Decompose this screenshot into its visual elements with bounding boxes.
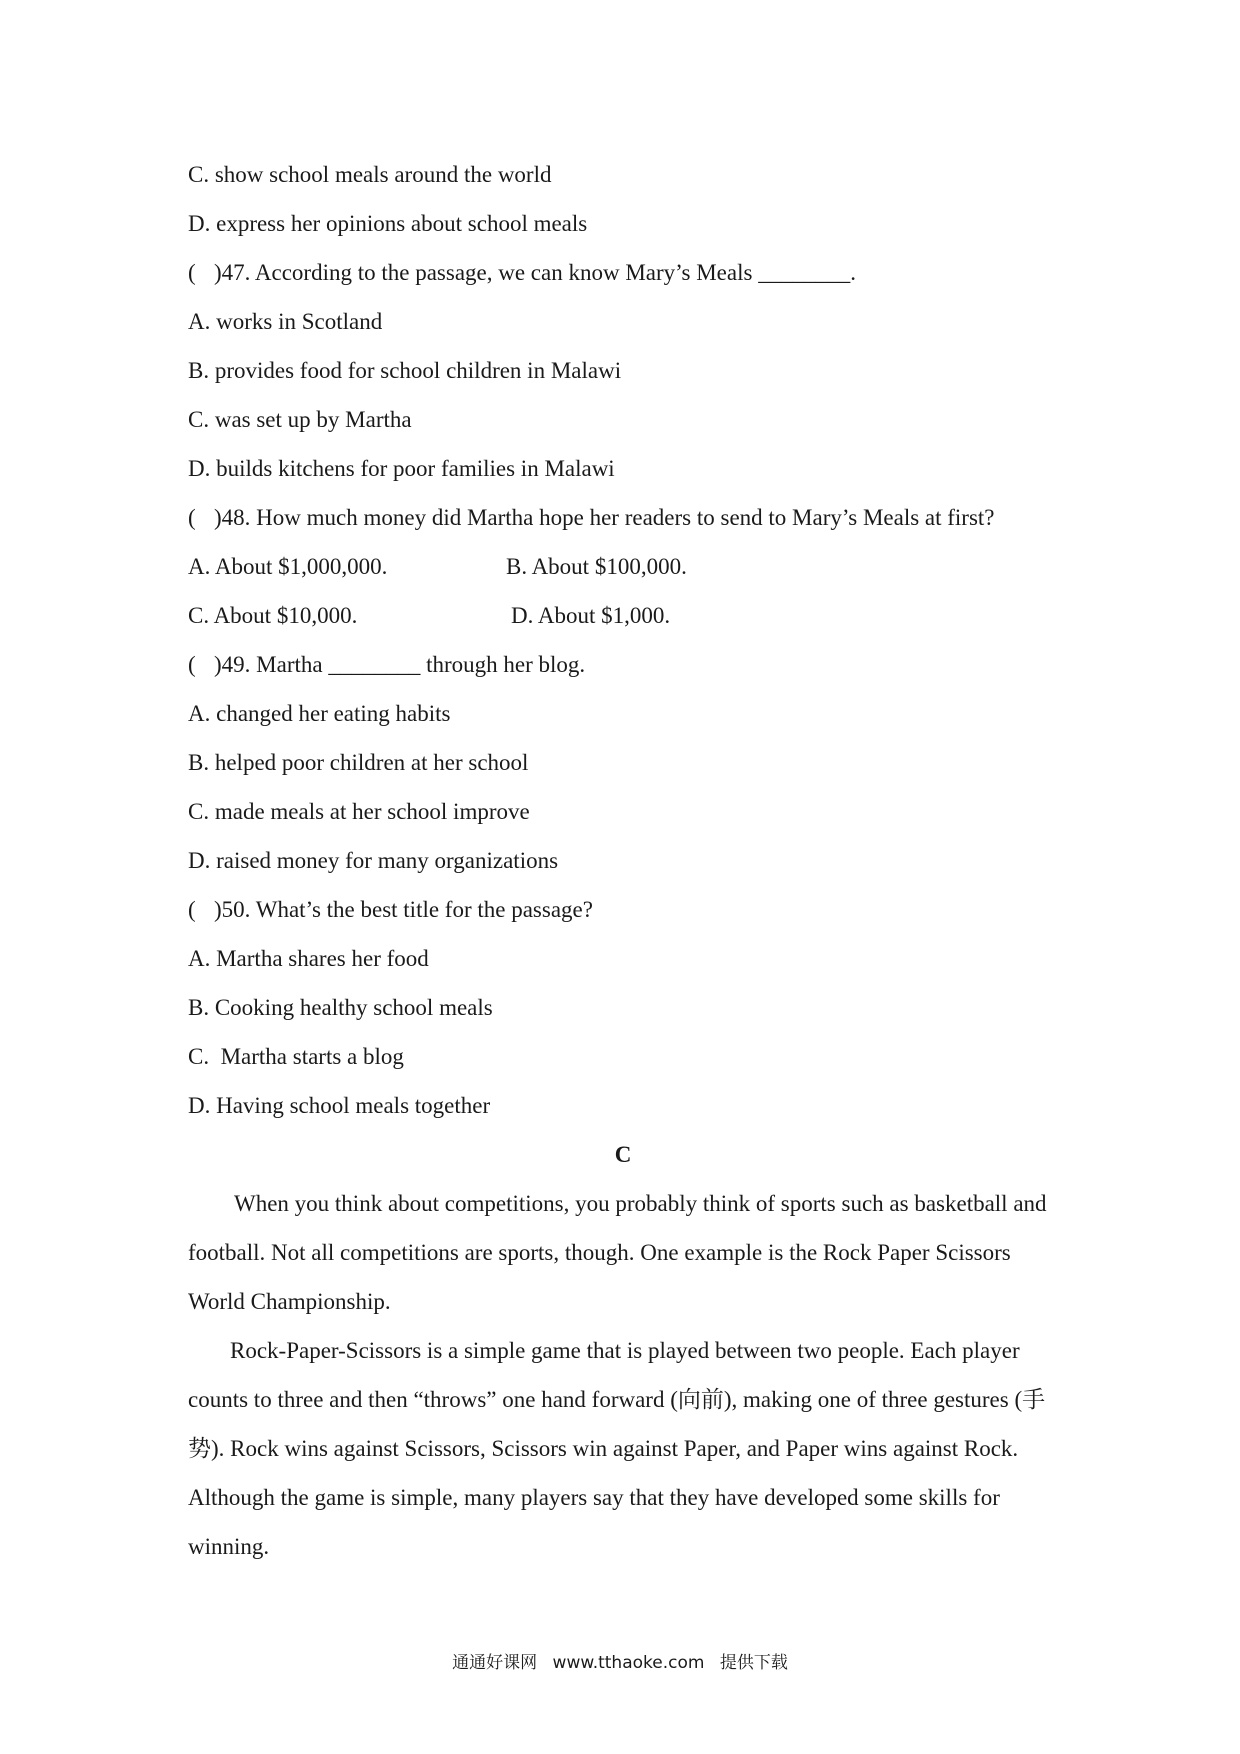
answer-paren: ( xyxy=(188,260,196,285)
q48-option-d: D. About $1,000. xyxy=(511,603,671,628)
q48-option-c: C. About $10,000. xyxy=(188,603,358,628)
q47-stem-text: )47. According to the passage, we can know Mary’s Meals ________. xyxy=(214,260,856,285)
page-footer xyxy=(0,1648,1240,1673)
footer-url: www.tthaoke.com xyxy=(552,1653,705,1673)
q49-stem xyxy=(188,640,1058,689)
q47-stem xyxy=(188,248,1058,297)
section-c-paragraph-2: Rock-Paper-Scissors is a simple game that is played between two people. Each player counts to three and then “throws” one hand forward (向前), making one of three gestures (手势). Rock wins against Scissors, Scissors win against Paper, and Paper wins against Rock. Although the game is simple, many players say that they have developed some skills for winning. xyxy=(188,1338,1046,1559)
q49-option-b: B. helped poor children at her school xyxy=(188,750,529,775)
q49-option-a: A. changed her eating habits xyxy=(188,701,451,726)
answer-paren: ( xyxy=(188,897,196,922)
q46-option-d: D. express her opinions about school meals xyxy=(188,211,588,236)
q47-option-a: A. works in Scotland xyxy=(188,309,383,334)
q46-option-c: C. show school meals around the world xyxy=(188,162,552,187)
q47-option-b: B. provides food for school children in Malawi xyxy=(188,358,622,383)
q48-options-row-2 xyxy=(188,591,1058,640)
q47-option-d: D. builds kitchens for poor families in Malawi xyxy=(188,456,615,481)
q50-stem xyxy=(188,885,1058,934)
q50-option-b: B. Cooking healthy school meals xyxy=(188,995,493,1020)
q48-stem-text: )48. How much money did Martha hope her readers to send to Mary’s Meals at first? xyxy=(214,505,995,530)
q48-stem xyxy=(188,493,1058,542)
q49-option-d: D. raised money for many organizations xyxy=(188,848,559,873)
section-c-paragraph-1: When you think about competitions, you probably think of sports such as basketball and football. Not all competitions are sports, though. One example is the Rock Paper Scissors World Championship. xyxy=(188,1191,1047,1314)
q50-option-a: A. Martha shares her food xyxy=(188,946,429,971)
answer-paren: ( xyxy=(188,652,196,677)
q49-option-c: C. made meals at her school improve xyxy=(188,799,530,824)
q48-option-b: B. About $100,000. xyxy=(506,554,687,579)
document-content xyxy=(188,150,1058,1571)
q49-stem-text: )49. Martha ________ through her blog. xyxy=(214,652,586,677)
footer-note: 提供下载 xyxy=(719,1653,788,1673)
q47-option-c: C. was set up by Martha xyxy=(188,407,412,432)
q50-option-d: D. Having school meals together xyxy=(188,1093,491,1118)
q50-option-c: C. Martha starts a blog xyxy=(188,1044,404,1069)
q48-options-row-1 xyxy=(188,542,1058,591)
section-c-title: C xyxy=(614,1142,632,1167)
answer-paren: ( xyxy=(188,505,196,530)
footer-site-name: 通通好课网 xyxy=(452,1653,538,1673)
q50-stem-text: )50. What’s the best title for the passage? xyxy=(214,897,593,922)
q48-option-a: A. About $1,000,000. xyxy=(188,554,388,579)
